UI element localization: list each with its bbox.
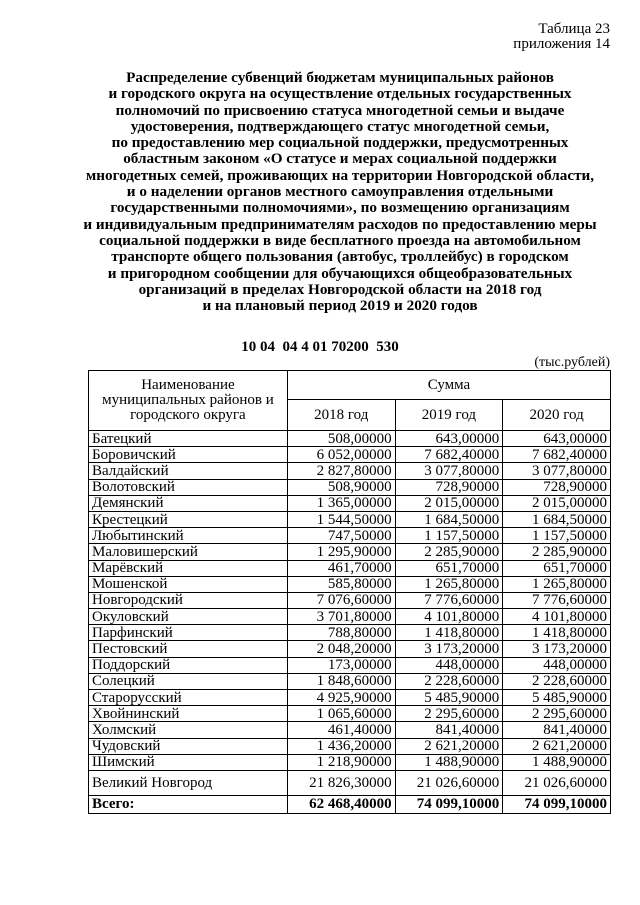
amount-2019: 3 077,80000 [395,463,503,479]
amount-2020: 448,00000 [503,657,611,673]
title-line: и о наделении органов местного самоуправления отдельными [126,183,554,201]
amount-2018: 6 052,00000 [287,447,395,463]
amount-2020: 74 099,10000 [503,795,611,813]
amount-2018: 1 065,60000 [287,706,395,722]
amount-2019: 7 682,40000 [395,447,503,463]
amount-2019: 2 228,60000 [395,673,503,689]
district-name: Марёвский [89,560,288,576]
document-title [60,70,620,314]
table-row [89,511,611,527]
amount-2018: 508,00000 [287,431,395,447]
header-year-2019: 2019 год [395,400,503,431]
amount-2018: 1 365,00000 [287,495,395,511]
amount-2019: 2 621,20000 [395,738,503,754]
amount-2018: 1 436,20000 [287,738,395,754]
table-row [89,447,611,463]
amount-2020: 3 173,20000 [503,641,611,657]
amount-2020: 2 295,60000 [503,706,611,722]
amount-2018: 4 925,90000 [287,690,395,706]
district-name: Волотовский [89,479,288,495]
title-line: и на плановый период 2019 и 2020 годов [202,297,478,315]
table-row [89,609,611,625]
table-row [89,673,611,689]
table-row-total [89,795,611,813]
amount-2018: 461,40000 [287,722,395,738]
header-name: Наименование муниципальных районов и городского округа [89,371,288,431]
amount-2020: 1 488,90000 [503,754,611,770]
table-row [89,544,611,560]
amount-2020: 7 776,60000 [503,592,611,608]
amount-2019: 2 015,00000 [395,495,503,511]
table-row [89,722,611,738]
table-row [89,592,611,608]
table-row [89,495,611,511]
amount-2018: 1 848,60000 [287,673,395,689]
amount-2020: 5 485,90000 [503,690,611,706]
district-name: Шимский [89,754,288,770]
table-row [89,479,611,495]
table-row [89,528,611,544]
amount-2018: 585,80000 [287,576,395,592]
district-name: Любытинский [89,528,288,544]
table-reference [513,22,610,52]
amount-2018: 461,70000 [287,560,395,576]
amount-2020: 7 682,40000 [503,447,611,463]
amount-2020: 643,00000 [503,431,611,447]
district-name: Окуловский [89,609,288,625]
subsidy-table [88,370,611,814]
amount-2020: 2 228,60000 [503,673,611,689]
units-label: (тыс.рублей) [534,355,610,370]
amount-2020: 1 684,50000 [503,511,611,527]
amount-2018: 508,90000 [287,479,395,495]
title-line: государственными полномочиями», по возмещению организациям [110,199,570,217]
title-line: и городского округа на осуществление отдельных государственных [108,85,572,103]
title-line: Распределение субвенций бюджетам муниципальных районов [126,69,554,86]
amount-2019: 21 026,60000 [395,770,503,795]
amount-2019: 1 488,90000 [395,754,503,770]
header-year-2020: 2020 год [503,400,611,431]
district-name: Старорусский [89,690,288,706]
table-row [89,560,611,576]
amount-2020: 2 015,00000 [503,495,611,511]
amount-2019: 1 418,80000 [395,625,503,641]
amount-2019: 728,90000 [395,479,503,495]
header-year-2018: 2018 год [287,400,395,431]
amount-2018: 2 827,80000 [287,463,395,479]
amount-2019: 7 776,60000 [395,592,503,608]
table-row [89,706,611,722]
amount-2019: 2 285,90000 [395,544,503,560]
amount-2020: 651,70000 [503,560,611,576]
amount-2019: 841,40000 [395,722,503,738]
title-line: социальной поддержки в виде бесплатного проезда на автомобильном [99,231,581,249]
amount-2018: 747,50000 [287,528,395,544]
title-line: и пригородном сообщении для обучающихся общеобразовательных [107,264,573,282]
table-row [89,576,611,592]
district-name: Солецкий [89,673,288,689]
amount-2019: 74 099,10000 [395,795,503,813]
title-line: многодетных семей, проживающих на территории Новгородской области, [85,166,595,184]
amount-2018: 21 826,30000 [287,770,395,795]
amount-2019: 1 157,50000 [395,528,503,544]
title-line: удостоверения, подтверждающего статус многодетной семьи, [130,117,550,135]
amount-2018: 7 076,60000 [287,592,395,608]
district-name: Валдайский [89,463,288,479]
district-name: Мошенской [89,576,288,592]
table-row [89,657,611,673]
amount-2018: 1 544,50000 [287,511,395,527]
amount-2018: 62 468,40000 [287,795,395,813]
amount-2018: 1 295,90000 [287,544,395,560]
district-name: Крестецкий [89,511,288,527]
district-name: Батецкий [89,431,288,447]
amount-2020: 2 285,90000 [503,544,611,560]
amount-2018: 2 048,20000 [287,641,395,657]
amount-2020: 1 157,50000 [503,528,611,544]
table-row [89,690,611,706]
district-name: Пестовский [89,641,288,657]
amount-2020: 728,90000 [503,479,611,495]
amount-2018: 173,00000 [287,657,395,673]
table-row-city [89,770,611,795]
district-name: Великий Новгород [89,770,288,795]
budget-code: 10 04 04 4 01 70200 530 [241,339,399,355]
district-name: Демянский [89,495,288,511]
amount-2019: 448,00000 [395,657,503,673]
amount-2019: 1 684,50000 [395,511,503,527]
table-body [89,431,611,814]
title-line: организаций в пределах Новгородской области на 2018 год [138,280,542,298]
amount-2020: 841,40000 [503,722,611,738]
district-name: Парфинский [89,625,288,641]
table-row [89,754,611,770]
amount-2019: 1 265,80000 [395,576,503,592]
amount-2020: 4 101,80000 [503,609,611,625]
amount-2018: 3 701,80000 [287,609,395,625]
district-name: Холмский [89,722,288,738]
district-name: Новгородский [89,592,288,608]
amount-2019: 4 101,80000 [395,609,503,625]
district-name: Маловишерский [89,544,288,560]
table-row [89,738,611,754]
amount-2019: 3 173,20000 [395,641,503,657]
amount-2020: 1 418,80000 [503,625,611,641]
table-row [89,641,611,657]
amount-2019: 5 485,90000 [395,690,503,706]
amount-2018: 1 218,90000 [287,754,395,770]
amount-2020: 3 077,80000 [503,463,611,479]
title-line: областным законом «О статусе и мерах социальной поддержки [123,150,557,168]
amount-2018: 788,80000 [287,625,395,641]
table-row [89,431,611,447]
table-row [89,625,611,641]
title-line: и индивидуальным предпринимателям расходов по предоставлению меры [83,215,597,233]
header-sum: Сумма [287,371,610,400]
amount-2019: 2 295,60000 [395,706,503,722]
district-name: Всего: [89,795,288,813]
appendix-number: приложения 14 [513,36,610,52]
amount-2020: 1 265,80000 [503,576,611,592]
amount-2019: 643,00000 [395,431,503,447]
district-name: Поддорский [89,657,288,673]
district-name: Чудовский [89,738,288,754]
title-line: полномочий по присвоению статуса многодетной семьи и выдаче [115,101,565,119]
title-line: транспорте общего пользования (автобус, троллейбус) в городском [111,248,569,266]
district-name: Хвойнинский [89,706,288,722]
amount-2019: 651,70000 [395,560,503,576]
amount-2020: 2 621,20000 [503,738,611,754]
table-number: Таблица 23 [538,21,610,37]
title-line: по предоставлению мер социальной поддержки, предусмотренных [111,134,569,152]
amount-2020: 21 026,60000 [503,770,611,795]
table-row [89,463,611,479]
district-name: Боровичский [89,447,288,463]
